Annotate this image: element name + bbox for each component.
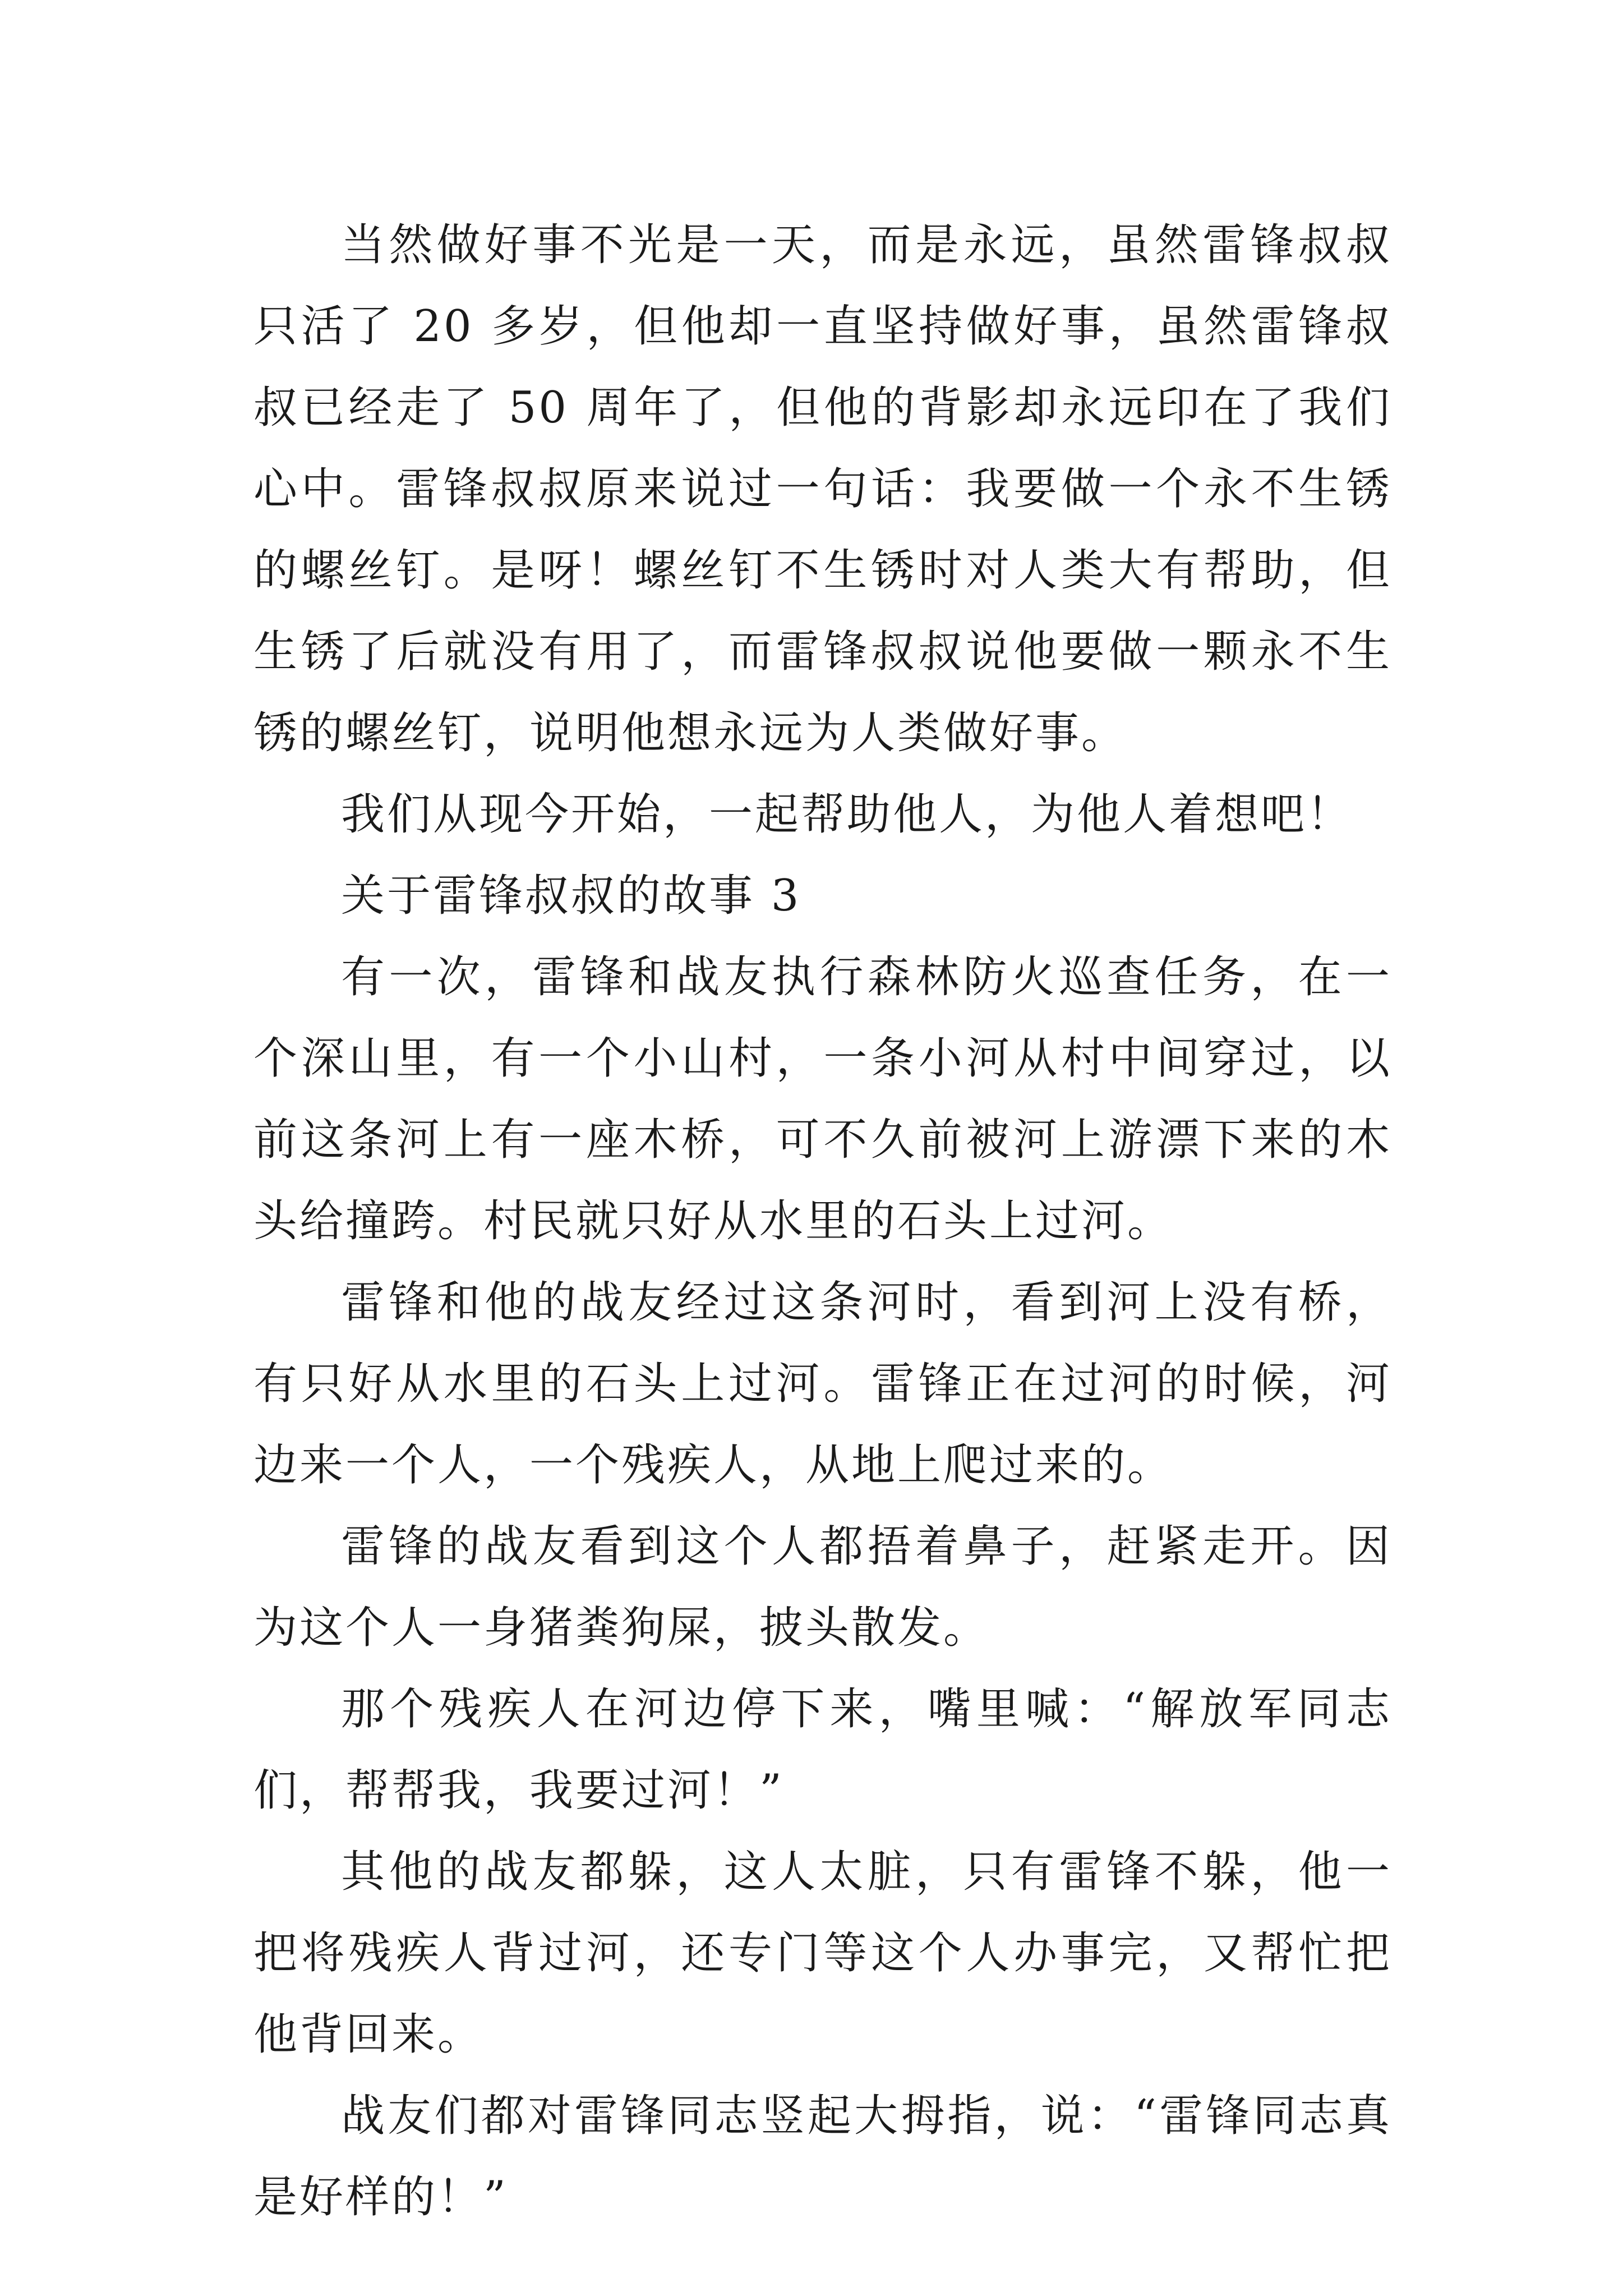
story-paragraph-1: 有一次，雷锋和战友执行森林防火巡查任务，在一个深山里，有一个小山村，一条小河从村中间穿过，以前这条河上有一座木桥，可不久前被河上游漂下来的木头给撞跨。村民就只好从水里的石头上过河。 — [253, 952, 1392, 1246]
paragraph-good-deeds: 当然做好事不光是一天，而是永远，虽然雷锋叔叔只活了 20 多岁，但他却一直坚持做好事，虽然雷锋叔叔已经走了 50 周年了，但他的背影却永远印在了我们心中。雷锋叔叔原来说过一句话：我要做一个永不生锈的螺丝钉。是呀！螺丝钉不生锈时对人类大有帮助，但生锈了后就没有用了，而雷锋叔叔说他要做一颗永不生锈的螺丝钉，说明他想永远为人类做好事。 — [253, 220, 1392, 758]
story-paragraph-4: 那个残疾人在河边停下来，嘴里喊：“解放军同志们，帮帮我，我要过河！” — [253, 1684, 1392, 1816]
story-paragraph-6: 战友们都对雷锋同志竖起大拇指，说：“雷锋同志真是好样的！” — [253, 2091, 1392, 2223]
story-paragraph-3: 雷锋的战友看到这个人都捂着鼻子，赶紧走开。因为这个人一身猪粪狗屎，披头散发。 — [253, 1521, 1392, 1653]
story-paragraph-2: 雷锋和他的战友经过这条河时，看到河上没有桥，有只好从水里的石头上过河。雷锋正在过河的时候，河边来一个人，一个残疾人，从地上爬过来的。 — [253, 1277, 1392, 1490]
section-title: 关于雷锋叔叔的故事 3 — [341, 871, 801, 921]
story-paragraph-5: 其他的战友都躲，这人太脏，只有雷锋不躲，他一把将残疾人背过河，还专门等这个人办事完，又帮忙把他背回来。 — [253, 1847, 1392, 2060]
paragraph-help-others: 我们从现今开始，一起帮助他人，为他人着想吧！ — [341, 789, 1353, 840]
document-body — [253, 205, 1392, 2238]
